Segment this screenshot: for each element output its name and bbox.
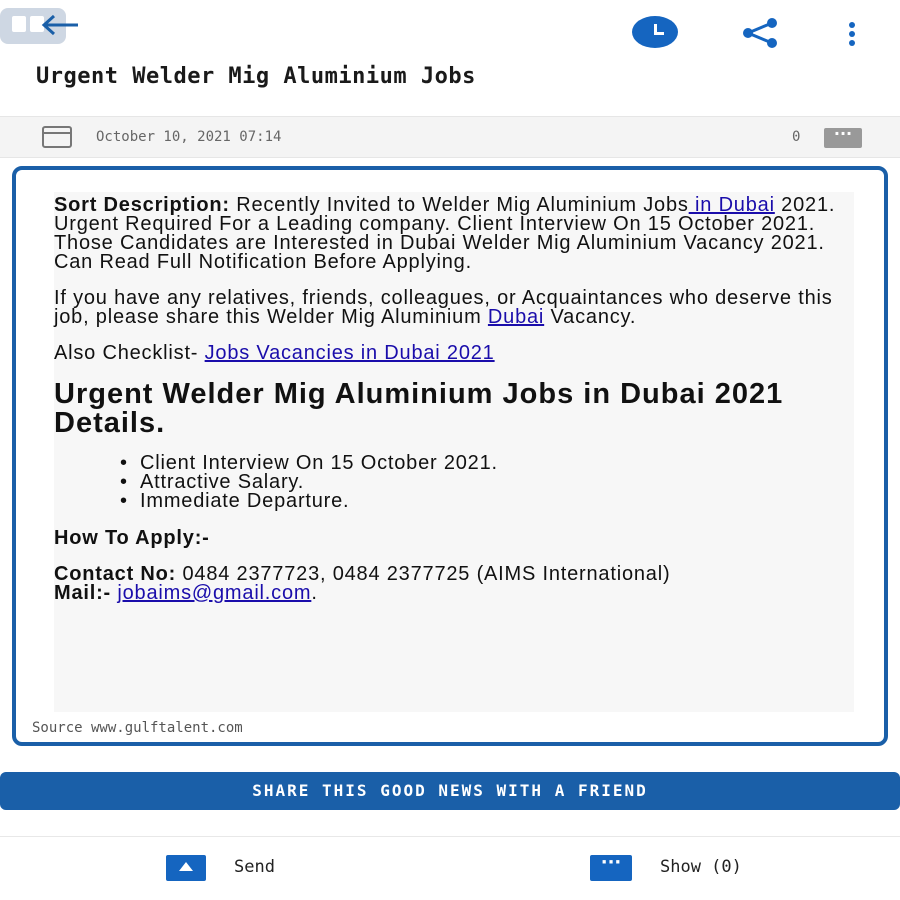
dubai-inline-link[interactable]: Dubai [487, 306, 545, 328]
dubai-link[interactable]: in Dubai [688, 194, 775, 216]
clock-icon[interactable] [632, 16, 678, 48]
list-item: • Attractive Salary. [120, 473, 844, 492]
mail-label: Mail:- [54, 582, 112, 604]
checklist-paragraph [54, 344, 844, 363]
desc-label: Sort Description: [54, 194, 230, 216]
show-comments-label[interactable]: Show (0) [660, 857, 742, 877]
source-text: Source www.gulftalent.com [32, 720, 243, 736]
send-icon[interactable] [166, 855, 206, 881]
post-date: October 10, 2021 07:14 [96, 129, 282, 145]
how-to-apply [54, 529, 844, 548]
back-arrow-icon [40, 14, 80, 36]
desc-text: Recently Invited to Welder Mig Aluminium Jobs [229, 194, 689, 216]
share-text: If you have any relatives, friends, colleagues, or Acquaintances who deserve this job, please share this Welder Mig Aluminium [54, 287, 833, 328]
top-app-bar [0, 0, 900, 64]
details-list [120, 454, 844, 511]
share-paragraph [54, 289, 844, 327]
meta-bar [0, 116, 900, 158]
article-content [54, 196, 844, 603]
contact-paragraph [54, 565, 844, 603]
contact-value: 0484 2377723, 0484 2377725 (AIMS International) [176, 563, 671, 585]
comment-count: 0 [792, 129, 801, 145]
list-item: • Immediate Departure. [120, 492, 844, 511]
mail-end: . [311, 582, 318, 604]
short-description [54, 196, 844, 272]
chat-icon[interactable] [590, 855, 632, 881]
how-to-apply-label: How To Apply:- [54, 527, 210, 549]
back-button[interactable] [0, 6, 80, 46]
calendar-icon [42, 126, 72, 148]
divider [0, 836, 900, 837]
contact-label: Contact No: [54, 563, 177, 585]
share-icon[interactable] [740, 18, 780, 48]
comment-icon[interactable] [824, 128, 862, 148]
checklist-label: Also Checklist- [54, 342, 205, 364]
share-text-end: Vacancy. [544, 306, 637, 328]
checklist-link[interactable]: Jobs Vacancies in Dubai 2021 [204, 342, 495, 364]
list-item: • Client Interview On 15 October 2021. [120, 454, 844, 473]
desc-text-cont: 2021. Urgent Required For a Leading company. Client Interview On 15 October 2021. Those Candidates are Interested in Dubai Welder Mig Aluminium Vacancy 2021. Can Read Full Notification Before Applying. [54, 194, 836, 273]
more-vert-icon[interactable] [846, 22, 858, 46]
send-button-label[interactable]: Send [234, 857, 275, 877]
details-heading: Urgent Welder Mig Aluminium Jobs in Dubai 2021 Details. [54, 378, 784, 439]
page-title: Urgent Welder Mig Aluminium Jobs [36, 64, 476, 89]
mail-link[interactable]: jobaims@gmail.com [117, 582, 312, 604]
share-news-button[interactable]: SHARE THIS GOOD NEWS WITH A FRIEND [0, 772, 900, 810]
